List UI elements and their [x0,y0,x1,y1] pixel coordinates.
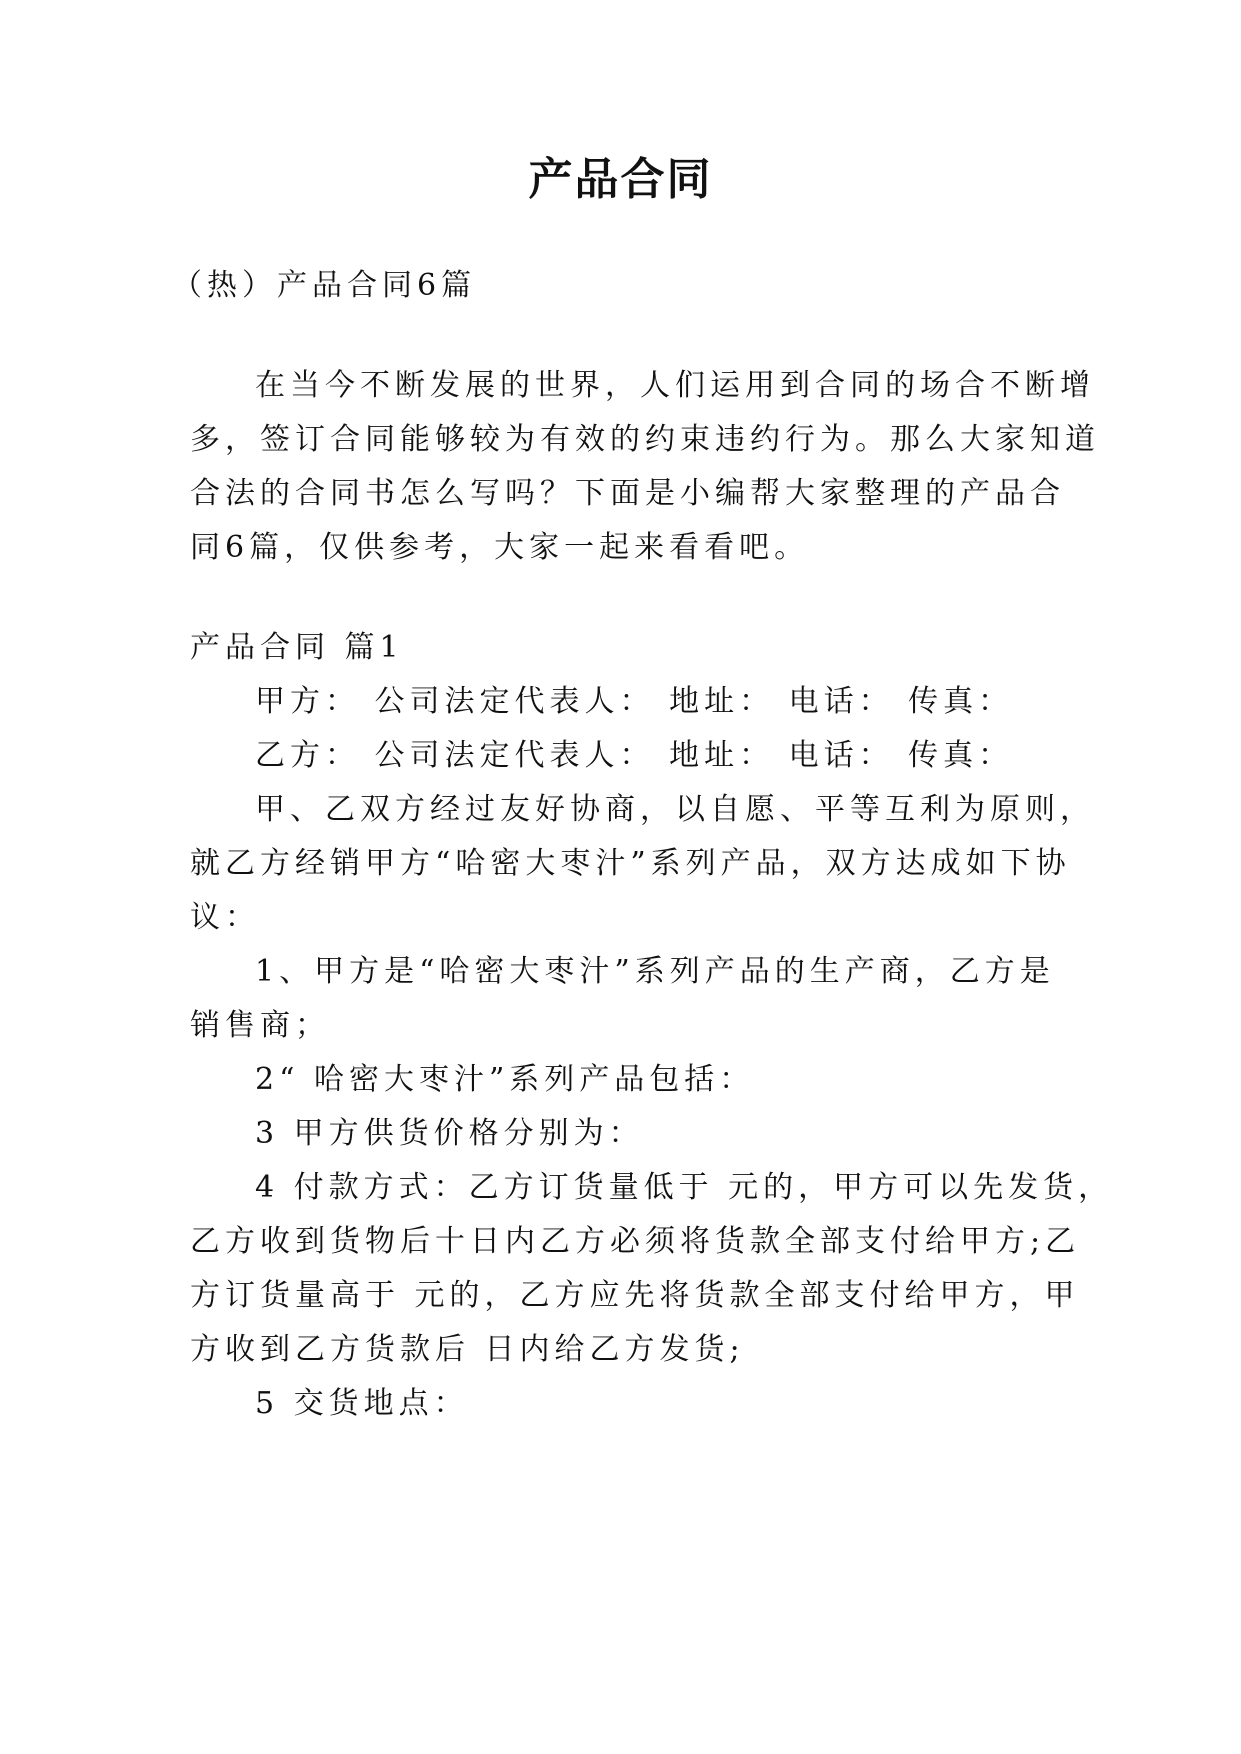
clause-5-line: 5 交货地点： [255,1386,469,1421]
party-b-line: 乙方： 公司法定代表人： 地址： 电话： 传真： [255,738,1014,773]
agreement-line-1: 甲、乙双方经过友好协商，以自愿、平等互利为原则， [255,792,1095,827]
intro-line-4: 同6篇，仅供参考，大家一起来看看吧。 [190,530,810,565]
clause-4-line-1: 4 付款方式：乙方订货量低于 元的，甲方可以先发货， [255,1170,1114,1205]
section-heading: 产品合同 篇1 [190,630,404,665]
intro-line-2: 多，签订合同能够较为有效的约束违约行为。那么大家知道 [190,422,1100,457]
document-title: 产品合同 [528,154,713,205]
clause-2-line: 2“ 哈密大枣汁”系列产品包括： [255,1062,755,1097]
agreement-line-2: 就乙方经销甲方“哈密大枣汁”系列产品，双方达成如下协 [190,846,1071,881]
party-a-line: 甲方： 公司法定代表人： 地址： 电话： 传真： [255,684,1014,719]
clause-1-line-2: 销售商； [190,1008,330,1043]
clause-4-line-3: 方订货量高于 元的，乙方应先将货款全部支付给甲方，甲 [190,1278,1080,1313]
clause-4-line-4: 方收到乙方货款后 日内给乙方发货; [190,1332,745,1367]
document-subtitle: （热）产品合同6篇 [172,268,477,303]
clause-3-line: 3 甲方供货价格分别为： [255,1116,644,1151]
clause-4-line-2: 乙方收到货物后十日内乙方必须将货款全部支付给甲方;乙 [190,1224,1081,1259]
agreement-line-3: 议： [190,900,260,935]
intro-line-1: 在当今不断发展的世界，人们运用到合同的场合不断增 [255,368,1095,403]
clause-1-line-1: 1、甲方是“哈密大枣汁”系列产品的生产商，乙方是 [255,954,1055,989]
intro-line-3: 合法的合同书怎么写吗？下面是小编帮大家整理的产品合 [190,476,1065,511]
